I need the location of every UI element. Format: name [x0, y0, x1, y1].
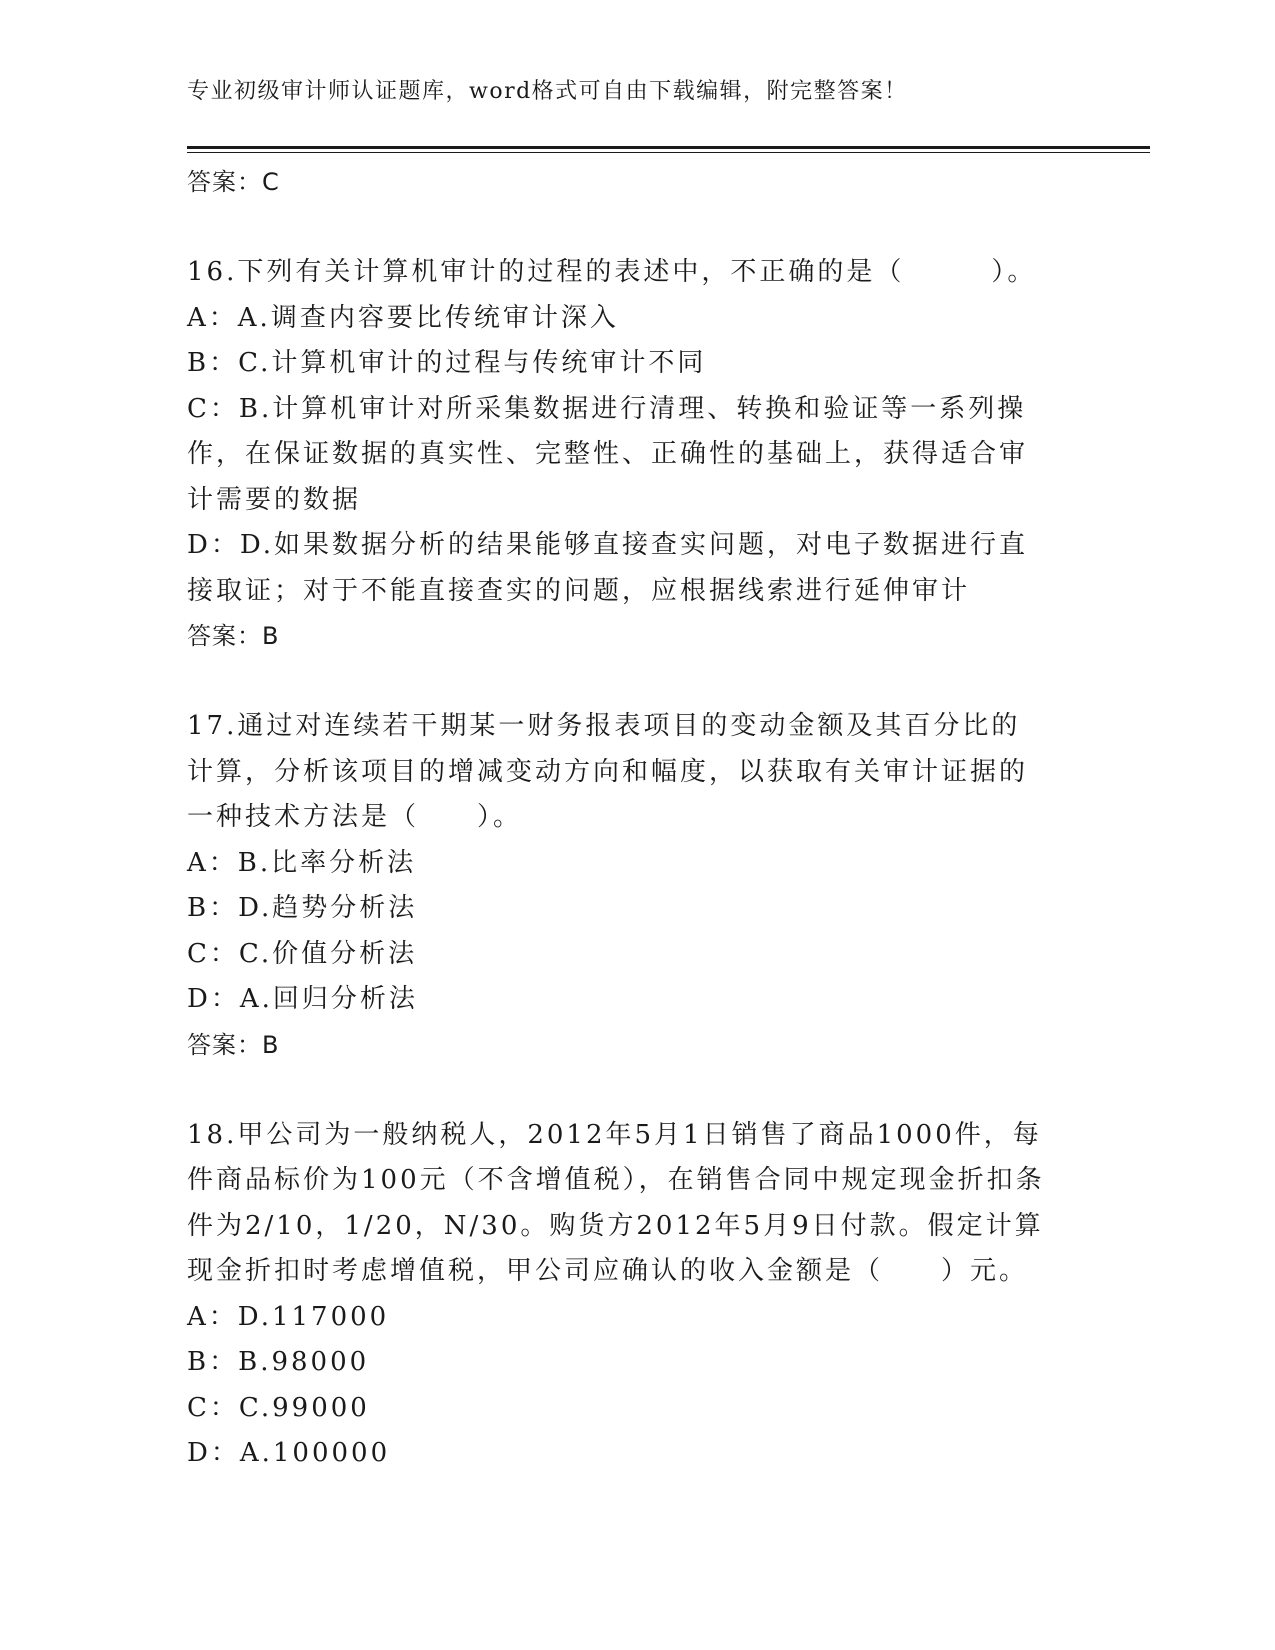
option-d: D：A.回归分析法: [187, 984, 418, 1014]
option-a: A：D.117000: [187, 1301, 390, 1332]
option-a: A：A.调查内容要比传统审计深入: [187, 302, 619, 333]
question-16: [187, 250, 1087, 659]
answer-line: 答案：B: [187, 622, 280, 650]
question-content: [187, 160, 1087, 1477]
answer-line: 答案：C: [187, 168, 280, 196]
option-c: C：B.计算机审计对所采集数据进行清理、转换和验证等一系列操作，在保证数据的真实性、完整性、正确性的基础上，获得适合审计需要的数据: [187, 393, 1029, 515]
option-c: C：C.99000: [187, 1392, 370, 1423]
option-d: D：A.100000: [187, 1438, 391, 1468]
question-text: 18.甲公司为一般纳税人，2012年5月1日销售了商品1000件，每件商品标价为100元（不含增值税），在销售合同中规定现金折扣条件为2/10，1/20，N/30。购货方2012年5月9日付款。假定计算现金折扣时考虑增值税，甲公司应确认的收入金额是（ ）元。: [187, 1119, 1045, 1286]
option-b: B：D.趋势分析法: [187, 893, 418, 923]
option-b: B：B.98000: [187, 1347, 370, 1377]
header-divider-thin: [187, 152, 1150, 153]
answer-line: 答案：B: [187, 1030, 280, 1059]
page-header-text: 专业初级审计师认证题库，word格式可自由下载编辑，附完整答案！: [187, 79, 908, 104]
question-text: 16.下列有关计算机审计的过程的表述中，不正确的是（ ）。: [187, 257, 1037, 287]
question-18: [187, 1113, 1087, 1477]
option-c: C：C.价值分析法: [187, 938, 418, 969]
option-a: A：B.比率分析法: [187, 847, 417, 878]
question-17: [187, 704, 1087, 1068]
option-d: D：D.如果数据分析的结果能够直接查实问题，对电子数据进行直接取证；对于不能直接查实的问题，应根据线索进行延伸审计: [187, 530, 1029, 606]
question-text: 17.通过对连续若干期某一财务报表项目的变动金额及其百分比的计算，分析该项目的增减变动方向和幅度，以获取有关审计证据的一种技术方法是（ ）。: [187, 711, 1029, 832]
header-divider-thick: [187, 146, 1150, 149]
option-b: B：C.计算机审计的过程与传统审计不同: [187, 348, 707, 378]
